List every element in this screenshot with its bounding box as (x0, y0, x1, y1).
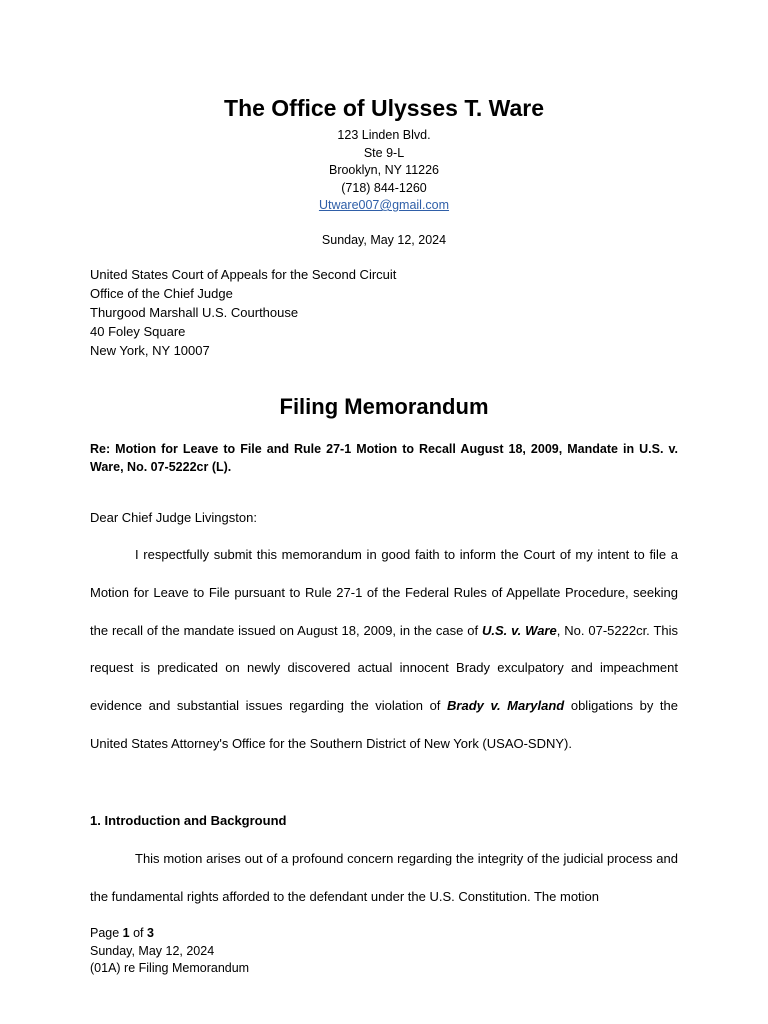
page-footer (90, 925, 249, 978)
sender-address-line-1: 123 Linden Blvd. (337, 128, 431, 142)
memo-title: Filing Memorandum (279, 394, 489, 419)
paragraph-text: I respectfully submit this memorandum in good faith to inform the Court of my intent to file a Motion for Leave to File pursuant to Rule 27-1 of the Federal Rules of Appellate Procedure, seeking the recall of the mandate issued on August 18, 2009, in the case of (90, 547, 678, 638)
section-heading: 1. Introduction and Background (90, 813, 287, 828)
recipient-address (90, 265, 396, 360)
re-subject-line: Re: Motion for Leave to File and Rule 27-1 Motion to Recall August 18, 2009, Mandate in U.S. v. Ware, No. 07-5222cr (L). (90, 442, 678, 474)
body-paragraph-2 (90, 840, 678, 916)
sender-address-line-2: Ste 9-L (363, 145, 405, 160)
sender-city-state-zip: Brooklyn, NY 11226 (328, 163, 440, 177)
page-number: Page 1 of 3 (90, 926, 154, 940)
footer-doc-ref: (01A) re Filing Memorandum (90, 961, 250, 975)
recipient-line: Office of the Chief Judge (90, 286, 233, 301)
recipient-line: New York, NY 10007 (90, 343, 210, 358)
recipient-line: United States Court of Appeals for the Second Circuit (90, 267, 397, 282)
sender-name: The Office of Ulysses T. Ware (224, 95, 544, 121)
case-citation: U.S. v. Ware (481, 622, 557, 638)
letter-date: Sunday, May 12, 2024 (321, 232, 447, 247)
letterhead (0, 93, 768, 249)
case-citation: Brady v. Maryland (447, 698, 565, 714)
footer-date: Sunday, May 12, 2024 (90, 943, 215, 958)
paragraph-text: This motion arises out of a profound concern regarding the integrity of the judicial process and the fundamental rights afforded to the defendant under the U.S. Constitution. The motion (90, 851, 678, 904)
sender-email-link[interactable]: Utware007@gmail.com (318, 198, 450, 212)
body-paragraph-1 (90, 536, 678, 763)
recipient-line: Thurgood Marshall U.S. Courthouse (90, 305, 299, 320)
sender-phone: (718) 844-1260 (341, 180, 427, 195)
recipient-line: 40 Foley Square (90, 324, 186, 339)
paragraph-text: obligations by the United States Attorney's Office for the Southern District of New York (USAO-SDNY). (90, 698, 678, 751)
salutation: Dear Chief Judge Livingston: (90, 510, 257, 525)
paragraph-text: , No. 07-5222cr. This request is predicated on newly discovered actual innocent Brady exculpatory and impeachment evidence and substantial issues regarding the violation of (90, 622, 678, 714)
